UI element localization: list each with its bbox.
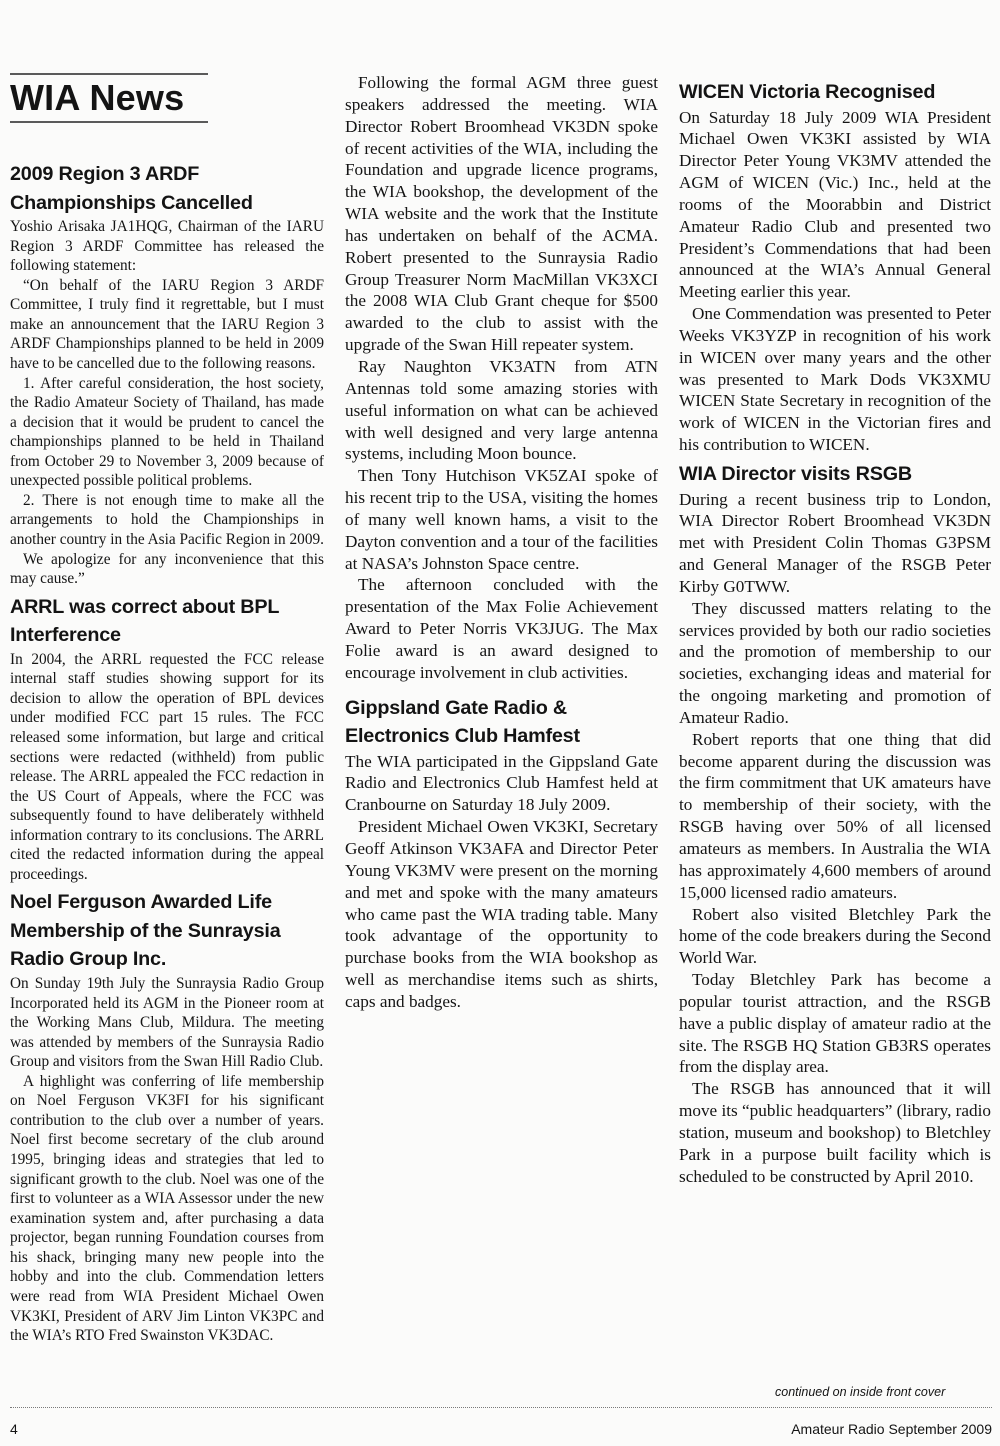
rsgb-paragraph: Robert reports that one thing that did become apparent during the discussion was the firm commitment that UK amateurs have to membership of their society, with the RSGB having over 50% of all licensed amateurs as members. In Australia the WIA has approximately 4,600 members of around 15,000 licensed radio amateurs. — [679, 729, 991, 902]
wicen-heading: WICEN Victoria Recognised — [679, 81, 936, 103]
gippsland-paragraph: President Michael Owen VK3KI, Secretary Geoff Atkinson VK3AFA and Director Peter Young VK3MV were present on the morning and met and spoke with the many amateurs who came past the WIA trading table. Many took advantage of the opportunity to purchase books from the WIA bookshop as well as merchandise items such as shirts, caps and badges. — [345, 817, 658, 1011]
ferguson-paragraph: Following the formal AGM three guest speakers addressed the meeting. WIA Director Robert Broomhead VK3DN spoke of recent activities of the WIA, including the Foundation and upgrade licence programs, the WIA bookshop, the development of the WIA website and the work that the Institute has undertaken on behalf of the ACMA. Robert presented to the Sunraysia Radio Group Treasurer Norm MacMillan VK3XCI the 2008 WIA Club Grant cheque for $500 awarded to the club to assist with the upgrade of the Swan Hill repeater system. — [345, 73, 658, 355]
bpl-heading: ARRL was correct about BPL Interference — [10, 595, 279, 647]
section-title: WIA News — [10, 77, 185, 118]
ardf-paragraph: 2. There is not enough time to make all the arrangements to hold the Championships in another country in the Asia Pacific Region in 2009. — [10, 491, 324, 548]
ferguson-paragraph: Then Tony Hutchison VK5ZAI spoke of his recent trip to the USA, visiting the homes of many well known hams, a visit to the Dayton convention and a tour of the facilities at NASA’s Johnston Space centre. — [345, 466, 658, 573]
ardf-paragraph: We apologize for any inconvenience that this may cause.” — [10, 550, 324, 588]
rsgb-heading: WIA Director visits RSGB — [679, 463, 912, 485]
ferguson-paragraph: On Sunday 19th July the Sunraysia Radio Group Incorporated held its AGM in the Pioneer room at the Working Mans Club, Mildura. The meeting was attended by members of the Sunraysia Radio Group and visitors from the Swan Hill Radio Club. — [10, 974, 324, 1071]
ferguson-heading: Noel Ferguson Awarded Life Membership of the Sunraysia Radio Group Inc. — [10, 891, 281, 971]
ardf-paragraph: Yoshio Arisaka JA1HQG, Chairman of the IARU Region 3 ARDF Committee has released the following statement: — [10, 218, 324, 275]
continued-note: continued on inside front cover — [775, 1385, 946, 1399]
rsgb-paragraph: Today Bletchley Park has become a popular tourist attraction, and the RSGB have a public display of amateur radio at the site. The RSGB HQ Station GB3RS operates from the display area. — [679, 970, 991, 1077]
wicen-paragraph: On Saturday 18 July 2009 WIA President Michael Owen VK3KI assisted by WIA Director Peter Young VK3MV attended the AGM of WICEN (Vic.) Inc., held at the rooms of the Moorabbin and District Amateur Radio Club and presented two President’s Commendations that had been announced at the WIA’s Annual General Meeting earlier this year. — [679, 107, 991, 302]
wicen-paragraph: One Commendation was presented to Peter Weeks VK3YZP in recognition of his work in WICEN over many years and the other was presented to Mark Dods VK3XMU WICEN State Secretary in recognition of the work of WICEN in the Victorian fires and his contribution to WICEN. — [679, 304, 991, 455]
column-2 — [345, 72, 658, 1013]
gippsland-heading: Gippsland Gate Radio & Electronics Club Hamfest — [345, 696, 580, 748]
publication-title: Amateur Radio September 2009 — [791, 1421, 992, 1437]
ardf-paragraph: “On behalf of the IARU Region 3 ARDF Committee, I truly find it regrettable, but I must make an announcement that the IARU Region 3 ARDF Championships planned to be held in 2009 have to be cancelled due to the following reasons. — [10, 276, 324, 372]
gippsland-paragraph: The WIA participated in the Gippsland Gate Radio and Electronics Club Hamfest held at Cranbourne on Saturday 18 July 2009. — [345, 751, 658, 815]
bpl-paragraph: In 2004, the ARRL requested the FCC release internal staff studies showing support for its decision to allow the operation of BPL devices under modified FCC part 15 rules. The FCC released some information, but large and critical sections were redacted (withheld) from public release. The ARRL appealed the FCC redaction in the US Court of Appeals, where the FCC was subsequently found to have deliberately withheld information contrary to its conclusions. The ARRL cited the redacted information during the appeal proceedings. — [10, 650, 324, 883]
rsgb-paragraph: The RSGB has announced that it will move its “public headquarters” (library, radio station, museum and bookshop) to Bletchley Park in a purpose built facility which is scheduled to be constructed by April 2010. — [679, 1079, 991, 1186]
rsgb-paragraph: They discussed matters relating to the services provided by both our radio societies and the promotion of membership to our societies, exchanging ideas and material for the ongoing marketing and promotion of Amateur Radio. — [679, 598, 991, 727]
rsgb-paragraph: During a recent business trip to London, WIA Director Robert Broomhead VK3DN met with President Colin Thomas G3PSM and General Manager of the RSGB Peter Kirby G0TWW. — [679, 489, 991, 596]
rsgb-paragraph: Robert also visited Bletchley Park the home of the code breakers during the Second World War. — [679, 904, 991, 968]
ferguson-paragraph: The afternoon concluded with the presentation of the Max Folie Achievement Award to Peter Norris VK3JUG. The Max Folie award is an award designed to encourage involvement in club activities. — [345, 575, 658, 682]
footer-rule — [10, 1407, 992, 1408]
page-number: 4 — [10, 1421, 18, 1437]
ferguson-paragraph: A highlight was conferring of life membership on Noel Ferguson VK3FI for his significant contribution to the club over a number of years. Noel first become secretary of the club around 1995, bringing ideas and strategies that led to significant growth to the club. Noel was one of the first to volunteer as a WIA Assessor under the new examination system and, after purchasing a data projector, began running Foundation courses from his shack, bringing many new people into the hobby and into the club. Commendation letters were read from WIA President Michael Owen VK3KI, President of ARV Jim Linton VK3PC and the WIA’s RTO Fred Swainston VK3DAC. — [10, 1072, 324, 1345]
column-1 — [10, 72, 324, 1346]
ferguson-paragraph: Ray Naughton VK3ATN from ATN Antennas told some amazing stories with useful information on what can be achieved with well designed and very large antenna systems, including Moon bounce. — [345, 356, 658, 464]
column-3 — [679, 72, 991, 1188]
ardf-heading: 2009 Region 3 ARDF Championships Cancelled — [10, 163, 253, 214]
ardf-paragraph: 1. After careful consideration, the host society, the Radio Amateur Society of Thailand, has made a decision that it would be prudent to cancel the championships planned to be held in Thailand from October 29 to November 3, 2009 because of unexpected possible political problems. — [10, 374, 324, 490]
